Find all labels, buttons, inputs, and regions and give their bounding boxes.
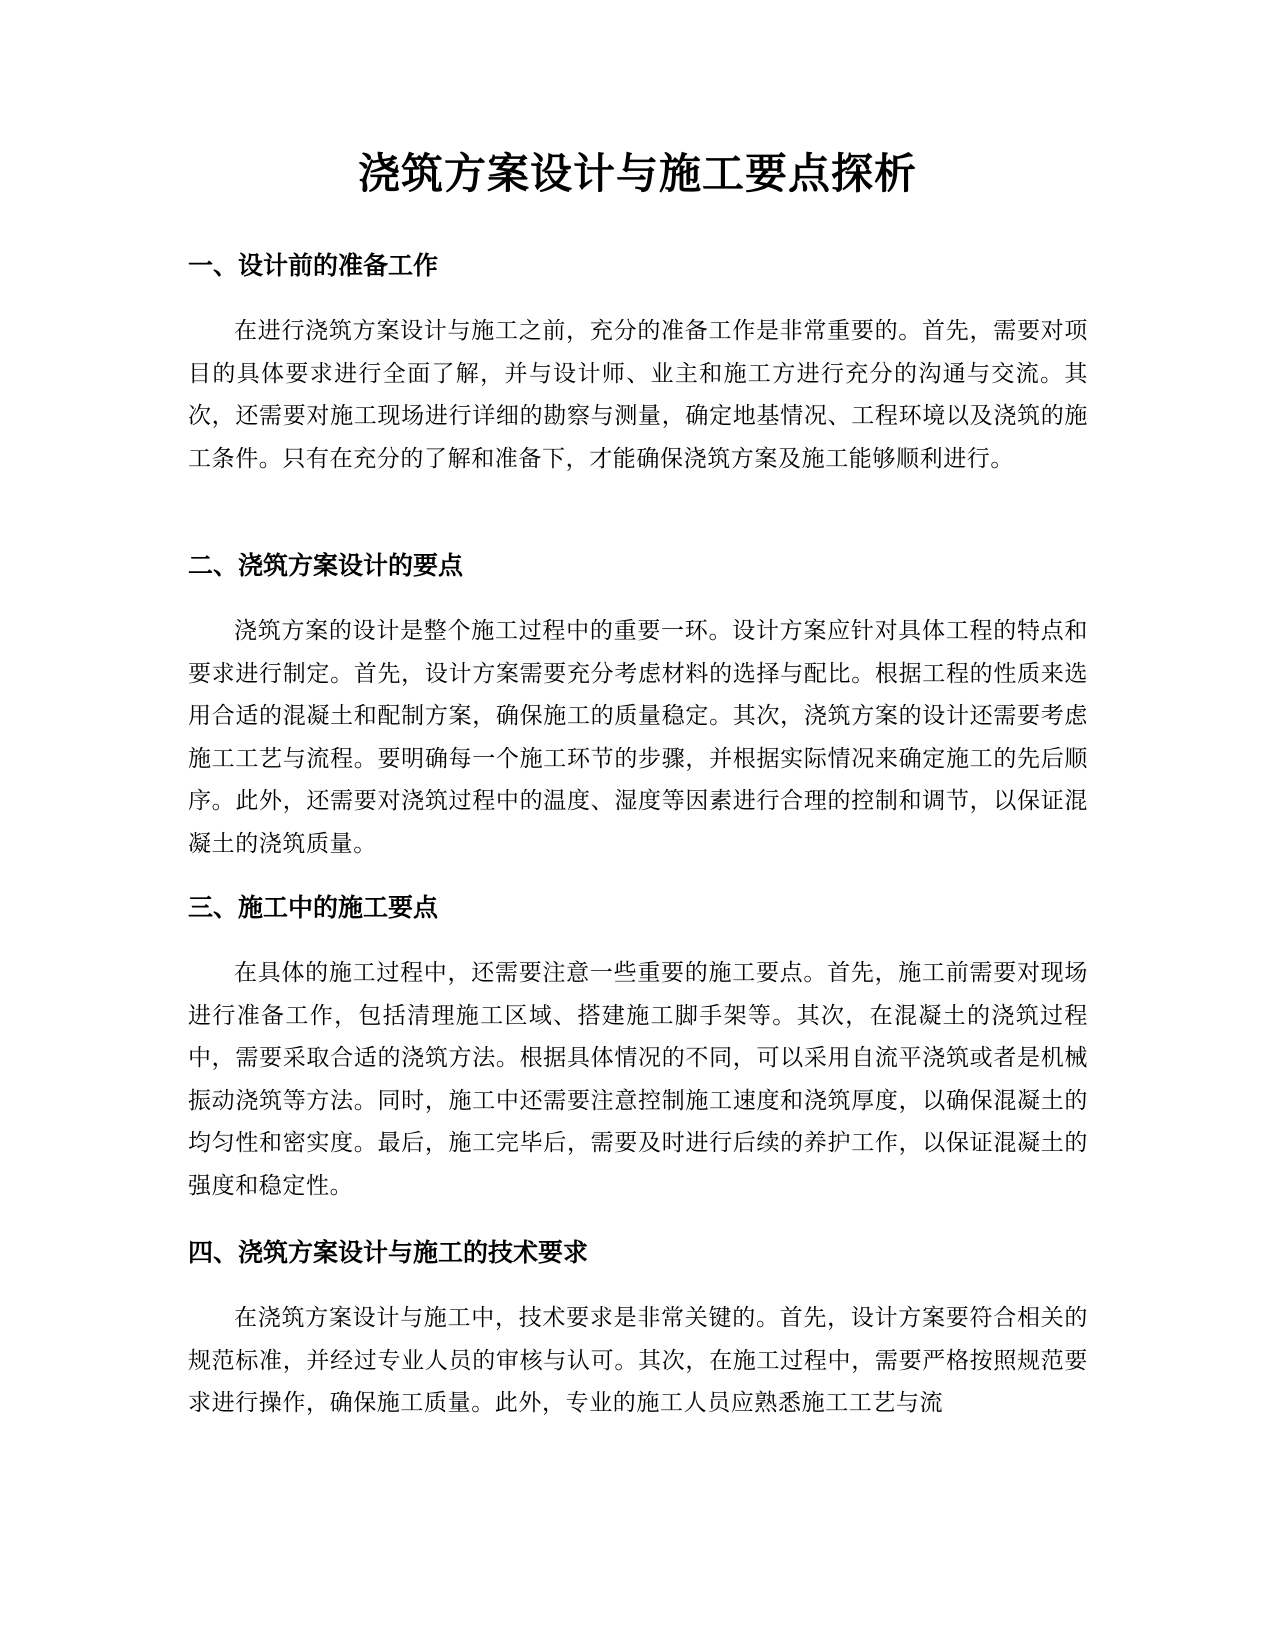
section-paragraph-3: 在具体的施工过程中，还需要注意一些重要的施工要点。首先，施工前需要对现场进行准备工作，包括清理施工区域、搭建施工脚手架等。其次，在混凝土的浇筑过程中，需要采取合适的浇筑方法。根据具体情况的不同，可以采用自流平浇筑或者是机械振动浇筑等方法。同时，施工中还需要注意控制施工速度和浇筑厚度，以确保混凝土的均匀性和密实度。最后，施工完毕后，需要及时进行后续的养护工作，以保证混凝土的强度和稳定性。: [188, 960, 1088, 1199]
section-paragraph-1: 在进行浇筑方案设计与施工之前，充分的准备工作是非常重要的。首先，需要对项目的具体要求进行全面了解，并与设计师、业主和施工方进行充分的沟通与交流。其次，还需要对施工现场进行详细的勘察与测量，确定地基情况、工程环境以及浇筑的施工条件。只有在充分的了解和准备下，才能确保浇筑方案及施工能够顺利进行。: [188, 318, 1088, 472]
section-paragraph-2: 浇筑方案的设计是整个施工过程中的重要一环。设计方案应针对具体工程的特点和要求进行制定。首先，设计方案需要充分考虑材料的选择与配比。根据工程的性质来选用合适的混凝土和配制方案，确保施工的质量稳定。其次，浇筑方案的设计还需要考虑施工工艺与流程。要明确每一个施工环节的步骤，并根据实际情况来确定施工的先后顺序。此外，还需要对浇筑过程中的温度、湿度等因素进行合理的控制和调节，以保证混凝土的浇筑质量。: [188, 618, 1088, 857]
section-heading-3: 三、施工中的施工要点: [188, 893, 439, 922]
section-heading-2: 二、浇筑方案设计的要点: [188, 551, 464, 580]
document-title: 浇筑方案设计与施工要点探析: [357, 149, 917, 198]
section-heading-4: 四、浇筑方案设计与施工的技术要求: [188, 1238, 589, 1267]
section-heading-1: 一、设计前的准备工作: [188, 251, 439, 280]
section-paragraph-4: 在浇筑方案设计与施工中，技术要求是非常关键的。首先，设计方案要符合相关的规范标准，并经过专业人员的审核与认可。其次，在施工过程中，需要严格按照规范要求进行操作，确保施工质量。此外，专业的施工人员应熟悉施工工艺与流: [188, 1305, 1088, 1416]
